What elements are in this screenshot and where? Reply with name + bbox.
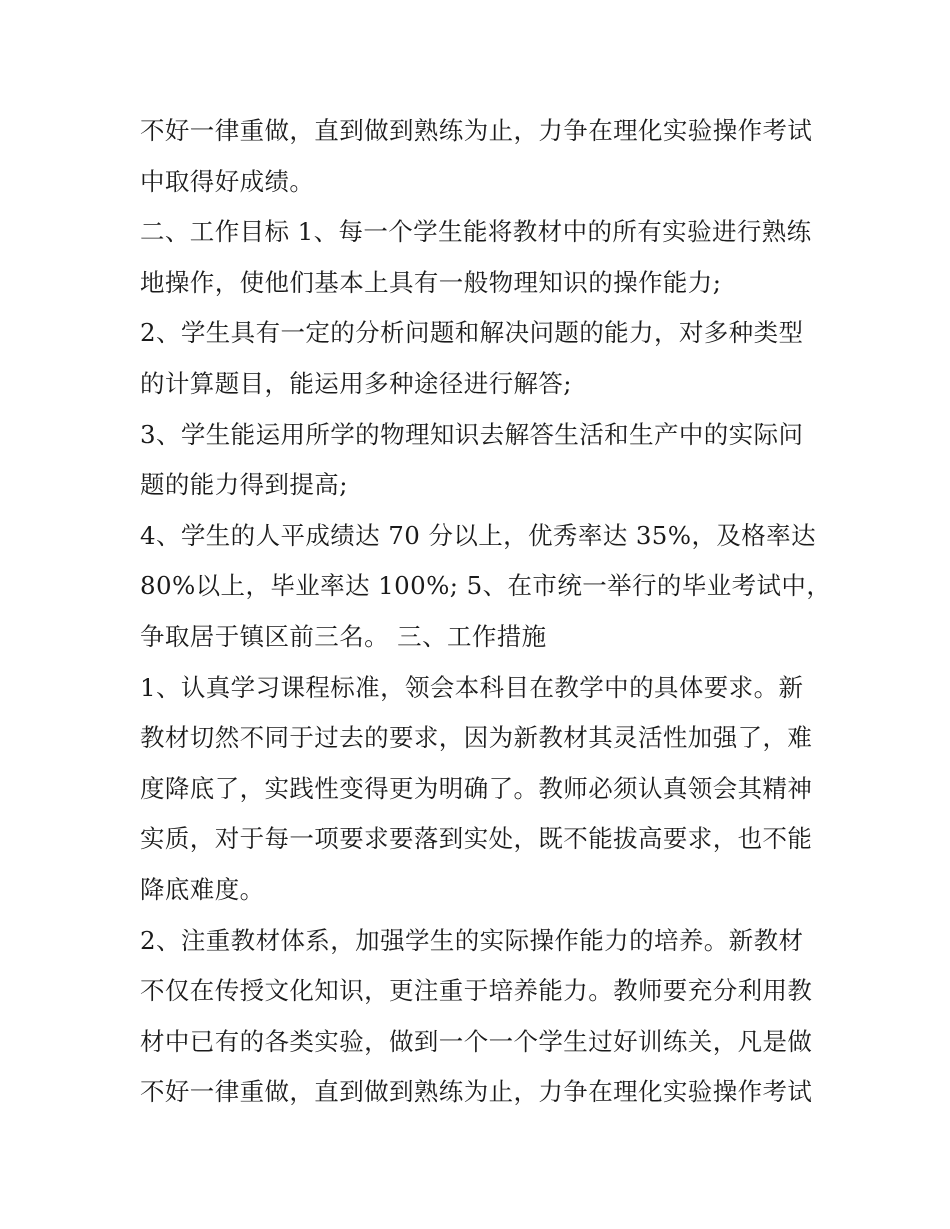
- text-line: 教材切然不同于过去的要求，因为新教材其灵活性加强了，难: [140, 723, 813, 753]
- text-line: 地操作，使他们基本上具有一般物理知识的操作能力;: [140, 267, 722, 297]
- text-line: 不仅在传授文化知识，更注重于培养能力。教师要充分利用教: [140, 976, 813, 1006]
- text-line: 不好一律重做，直到做到熟练为止，力争在理化实验操作考试: [140, 1077, 813, 1107]
- text-line: 度降底了，实践性变得更为明确了。教师必须认真领会其精神: [140, 773, 813, 803]
- text-line: 题的能力得到提高;: [140, 470, 348, 500]
- text-line: 降底难度。: [140, 874, 265, 904]
- text-line: 实质，对于每一项要求要落到实处，既不能拔高要求，也不能: [140, 824, 813, 854]
- document-body: [140, 106, 832, 1118]
- text-line: 1、认真学习课程标准，领会本科目在教学中的具体要求。新: [140, 672, 804, 702]
- text-line: 中取得好成绩。: [140, 166, 315, 196]
- text-line: 争取居于镇区前三名。 三、工作措施: [140, 621, 547, 651]
- text-line: 不好一律重做，直到做到熟练为止，力争在理化实验操作考试: [140, 116, 813, 145]
- text-line: 4、学生的人平成绩达 70 分以上，优秀率达 35%，及格率达: [140, 520, 816, 550]
- text-line: 3、学生能运用所学的物理知识去解答生活和生产中的实际问: [140, 419, 804, 449]
- text-line: 二、工作目标 1、每一个学生能将教材中的所有实验进行熟练: [140, 217, 812, 247]
- text-line: 2、注重教材体系，加强学生的实际操作能力的培养。新教材: [140, 925, 804, 955]
- text-line: 的计算题目，能运用多种途径进行解答;: [140, 368, 572, 398]
- text-line: 材中已有的各类实验，做到一个一个学生过好训练关，凡是做: [140, 1026, 813, 1056]
- text-line: 80%以上，毕业率达 100%; 5、在市统一举行的毕业考试中，: [140, 571, 832, 601]
- text-line: 2、学生具有一定的分析问题和解决问题的能力，对多种类型: [140, 318, 804, 348]
